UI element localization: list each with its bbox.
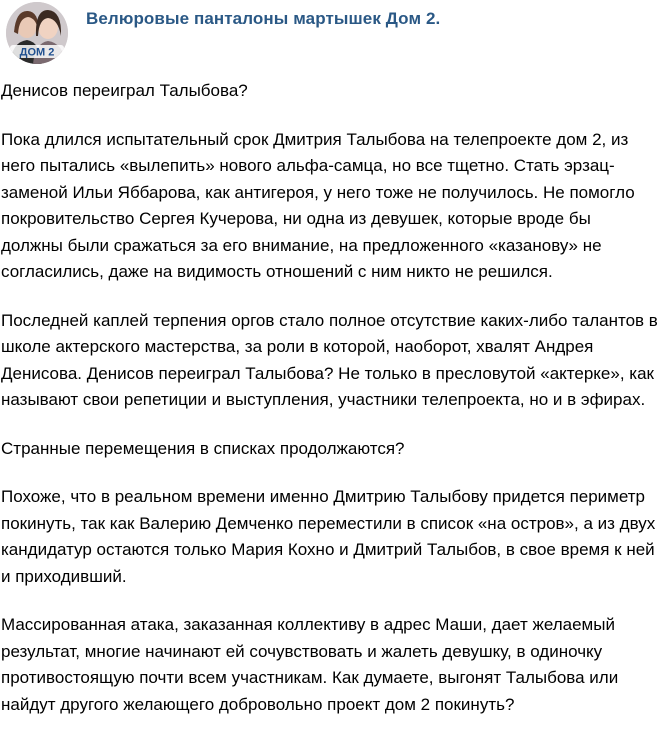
post-title[interactable]: Велюровые панталоны мартышек Дом 2. xyxy=(86,9,441,28)
post-header xyxy=(0,0,670,66)
article-paragraph: Пока длился испытательный срок Дмитрия Талыбова на телепроекте дом 2, из него пытались «вылепить» нового альфа-самца, но все тщетно. Стать эрзац- заменой Ильи Яббарова, как антигероя, у него тоже не получилось. Не помогло покровительство Сергея Кучерова, ни одна из девушек, которые вроде бы должны были сражаться за его внимание, на предложенного «казанову» не согласились, даже на видимость отношений с ним никто не решился. xyxy=(1,129,635,281)
dom2-logo-avatar-icon[interactable] xyxy=(6,2,68,64)
article-paragraph: Похоже, что в реальном времени именно Дмитрию Талыбову придется периметр покинуть, так как Валерию Демченко переместили в список «на остров», а из двух кандидатур остаются только Мария Кохно и Дмитрий Талыбов, в свое время к ней и приходивший. xyxy=(1,487,656,586)
article-paragraph: Странные перемещения в списках продолжаются? xyxy=(1,438,405,458)
avatar-logo-text: ДОМ 2 xyxy=(19,46,55,59)
article-paragraph: Денисов переиграл Талыбова? xyxy=(1,81,248,100)
article-paragraph: Массированная атака, заказанная коллективу в адрес Маши, дает желаемый результат, многие начинают ей сочувствовать и жалеть девушку, в одиночку противостоящую почти всем участникам. Как думаете, выгонят Талыбова или найдут другого желающего добровольно проект дом 2 покинуть? xyxy=(1,615,619,714)
article-body xyxy=(1,78,667,740)
article-paragraph: Последней каплей терпения оргов стало полное отсутствие каких-либо талантов в школе актерского мастерства, за роли в которой, наоборот, хвалят Андрея Денисова. Денисов переиграл Талыбова? Не только в пресловутой «актерке», как называют свои репетиции и выступления, участники телепроекта, но и в эфирах. xyxy=(1,310,658,409)
